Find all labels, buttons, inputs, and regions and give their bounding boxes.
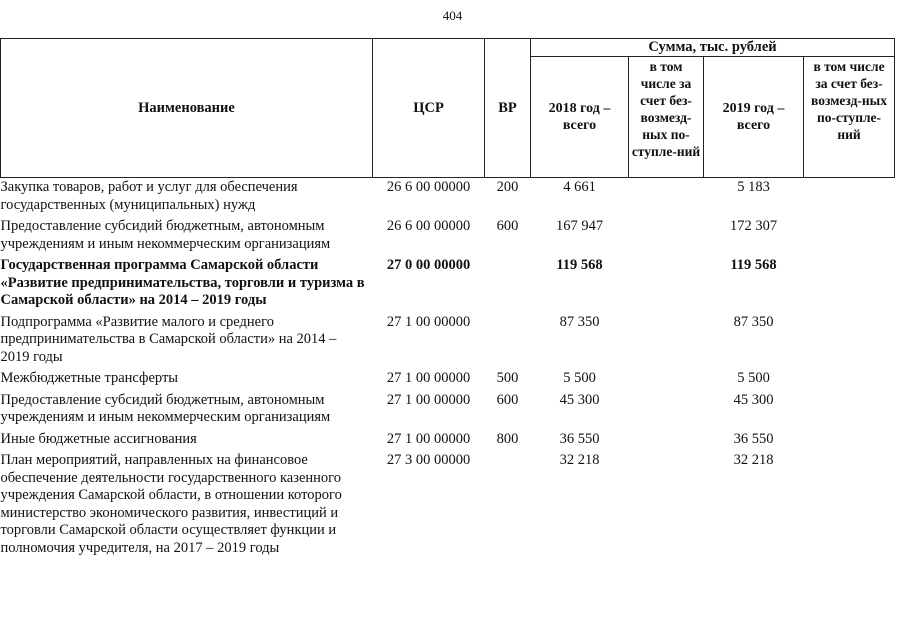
row-vr bbox=[485, 314, 531, 371]
table-row bbox=[1, 452, 895, 561]
row-2018-total: 119 568 bbox=[556, 257, 603, 273]
header-2018-free: в том числе за счет без-возмезд-ных по-ступле-ний bbox=[629, 57, 704, 178]
row-2018-free bbox=[629, 370, 704, 392]
row-csr: 26 6 00 00000 bbox=[386, 218, 471, 234]
table-row bbox=[1, 392, 895, 431]
row-name: Иные бюджетные ассигнования bbox=[0, 430, 197, 447]
row-2018-total: 87 350 bbox=[559, 313, 600, 330]
row-vr: 500 bbox=[496, 370, 519, 386]
budget-table bbox=[0, 38, 895, 561]
table-row bbox=[1, 370, 895, 392]
row-vr: 200 bbox=[496, 179, 519, 195]
row-2019-free bbox=[804, 218, 895, 257]
row-name: Межбюджетные трансферты bbox=[0, 370, 179, 386]
row-name: Предоставление субсидий бюджетным, автономным учреждениям и иным некоммерческим организациям bbox=[0, 391, 331, 425]
row-2018-total: 45 300 bbox=[559, 391, 600, 408]
row-csr: 27 3 00 00000 bbox=[386, 452, 471, 468]
row-2018-free bbox=[629, 431, 704, 453]
row-2018-total: 167 947 bbox=[555, 218, 604, 234]
row-2019-total: 36 550 bbox=[733, 430, 774, 447]
row-2018-free bbox=[629, 314, 704, 371]
row-2018-total: 5 500 bbox=[563, 370, 596, 386]
row-2019-total: 172 307 bbox=[729, 218, 778, 234]
row-2019-free bbox=[804, 452, 895, 561]
row-2019-free bbox=[804, 178, 895, 219]
header-vr: ВР bbox=[485, 39, 531, 178]
row-vr: 800 bbox=[496, 430, 519, 447]
row-name: Государственная программа Самарской области «Развитие предпринимательства, торговли и туризма в Самарской области» на 2014 – 2019 годы bbox=[0, 257, 365, 308]
row-csr: 27 1 00 00000 bbox=[386, 391, 471, 408]
header-name: Наименование bbox=[1, 39, 373, 178]
table-row bbox=[1, 178, 895, 219]
row-2019-total: 87 350 bbox=[733, 313, 774, 330]
row-name: План мероприятий, направленных на финансовое обеспечение деятельности государственного казенного учреждения Самарской области, в отношении которого министерство экономического развития, инвестиций и торговли Самарской области осуществляет функции и полномочия учредителя, на 2017 – 2019 годы bbox=[0, 452, 342, 556]
row-2019-free bbox=[804, 370, 895, 392]
row-2019-total: 32 218 bbox=[733, 452, 774, 468]
row-csr: 27 1 00 00000 bbox=[386, 313, 471, 330]
row-csr: 27 1 00 00000 bbox=[386, 370, 471, 386]
row-2019-total: 5 183 bbox=[737, 179, 770, 195]
row-name: Закупка товаров, работ и услуг для обеспечения государственных (муниципальных) нужд bbox=[0, 179, 298, 213]
table-row bbox=[1, 257, 895, 314]
row-2018-free bbox=[629, 218, 704, 257]
row-csr: 27 1 00 00000 bbox=[386, 430, 471, 447]
header-2019-free: в том числе за счет без-возмезд-ных по-ступле-ний bbox=[804, 57, 895, 178]
row-name: Подпрограмма «Развитие малого и среднего предпринимательства в Самарской области» на 2014 – 2019 годы bbox=[0, 313, 337, 365]
row-2019-total: 119 568 bbox=[730, 257, 777, 273]
row-2018-total: 4 661 bbox=[563, 179, 596, 195]
row-2019-total: 5 500 bbox=[737, 370, 770, 386]
header-2018-total: 2018 год – всего bbox=[531, 57, 629, 178]
table-row bbox=[1, 218, 895, 257]
header-sum: Сумма, тыс. рублей bbox=[531, 39, 895, 57]
row-name: Предоставление субсидий бюджетным, автономным учреждениям и иным некоммерческим организациям bbox=[0, 218, 331, 252]
row-vr bbox=[485, 257, 531, 314]
row-vr: 600 bbox=[496, 218, 519, 234]
row-2018-total: 36 550 bbox=[559, 430, 600, 447]
row-2019-free bbox=[804, 257, 895, 314]
header-2019-total: 2019 год – всего bbox=[704, 57, 804, 178]
row-vr: 600 bbox=[496, 391, 519, 408]
row-2019-free bbox=[804, 314, 895, 371]
row-2019-free bbox=[804, 431, 895, 453]
row-2019-total: 45 300 bbox=[733, 391, 774, 408]
row-csr: 27 0 00 00000 bbox=[386, 257, 471, 273]
table-row bbox=[1, 431, 895, 453]
row-csr: 26 6 00 00000 bbox=[386, 179, 471, 195]
row-2018-total: 32 218 bbox=[559, 452, 600, 468]
row-2019-free bbox=[804, 392, 895, 431]
table-row bbox=[1, 314, 895, 371]
header-csr: ЦСР bbox=[373, 39, 485, 178]
row-2018-free bbox=[629, 178, 704, 219]
row-2018-free bbox=[629, 257, 704, 314]
row-vr bbox=[485, 452, 531, 561]
page-number: 404 bbox=[442, 8, 463, 23]
row-2018-free bbox=[629, 392, 704, 431]
row-2018-free bbox=[629, 452, 704, 561]
